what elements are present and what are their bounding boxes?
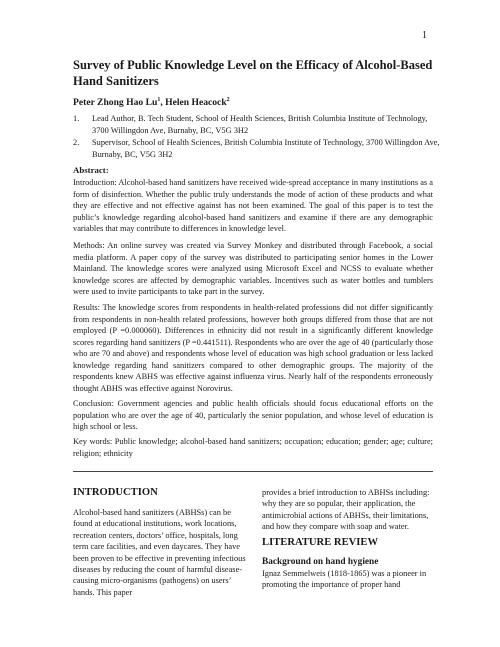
abstract-heading: Abstract: (73, 165, 109, 175)
introduction-text-right: provides a brief introduction to ABHSs including: why they are so popular, their application, the antimicrobial actions of ABHSs, their limitations, and how they compare with soap and water. (262, 488, 430, 532)
abstract-conclusion: Conclusion: Government agencies and public health officials should focus educational efforts on the population who are over the age of 40, particularly the senior population, and whose level of education is high school or less. (73, 399, 433, 431)
affiliation-mark: 2 (226, 97, 230, 103)
affiliation-text: Supervisor, School of Health Sciences, British Columbia Institute of Technology, 3700 Willingdon Ave, Burnaby, BC, V5G 3H2 (92, 138, 440, 159)
abstract-results: Results: The knowledge scores from respondents in health-related professions did not differ significantly from respondents in non-health related professions, however both groups differed from those that are not employed (P =0.000060). Differences in ethnicity did not result in a significantly different knowledge scores regarding hand sanitizers (P =0.441511). Respondents who are over the age of 40 (particularly those who are 70 and above) and respondents whose level of education was high school graduation or less lacked knowledge regarding hand sanitizers compared to other demographic groups. The majority of the respondents knew ABHS was effective against influenza virus. Nearly half of the respondents erroneously thought ABHS was effective against Norovirus. (73, 303, 433, 393)
author-name: Peter Zhong Hao Lu (73, 97, 158, 109)
author-name: Helen Heacock (165, 97, 227, 109)
literature-review-text: Ignaz Semmelweis (1818-1865) was a pioneer in promoting the importance of proper hand (262, 569, 427, 590)
author-separator: , (160, 97, 166, 109)
abstract-introduction: Introduction: Alcohol-based hand sanitizers have received wide-spread acceptance in many institutions as a form of disinfection. Whether the public truly understands the mode of action of these products and what they are effective and not effective against has not been examined. The goal of this paper is to test the public’s knowledge regarding alcohol-based hand sanitizers and examine if there are any demographic variables that may contribute to differences in knowledge level. (73, 178, 433, 233)
introduction-text-left: Alcohol-based hand sanitizers (ABHSs) can be found at educational institutions, work locations, recreation centers, doctors’ office, hospitals, long term care facilities, and even daycares. They have been proven to be effective in preventing infectious diseases by reducing the count of harmful disease-causing micro-organisms (pathogens) on users’ hands. This paper (73, 508, 246, 597)
introduction-heading: INTRODUCTION (73, 487, 158, 498)
abstract-methods: Methods: An online survey was created via Survey Monkey and distributed through Facebook, a social media platform. A paper copy of the survey was distributed to participating senior homes in the Lower Mainland. The knowledge scores were analyzed using Microsoft Excel and NCSS to evaluate whether knowledge scores are affected by demographic variables. Incentives such as water bottles and tumblers were used to invite participants to take part in the survey. (73, 241, 433, 296)
affiliation-text: Lead Author, B. Tech Student, School of Health Sciences, British Columbia Institute of Technology, 3700 Willingdon Ave, Burnaby, BC, V5G 3H2 (92, 114, 428, 135)
keywords: Key words: Public knowledge; alcohol-based hand sanitizers; occupation; education; gender; age; culture; religion; ethnicity (73, 437, 433, 458)
author-line (73, 97, 230, 108)
affiliation-number: 1. (73, 114, 80, 123)
page-number: 1 (422, 30, 427, 41)
affiliation-number: 2. (73, 138, 80, 147)
literature-review-heading: LITERATURE REVIEW (262, 537, 379, 548)
background-subheading: Background on hand hygiene (262, 557, 379, 567)
section-divider (73, 471, 433, 472)
paper-title: Survey of Public Knowledge Level on the Efficacy of Alcohol-Based Hand Sanitizers (73, 58, 433, 88)
affiliation-mark: 1 (157, 97, 161, 103)
